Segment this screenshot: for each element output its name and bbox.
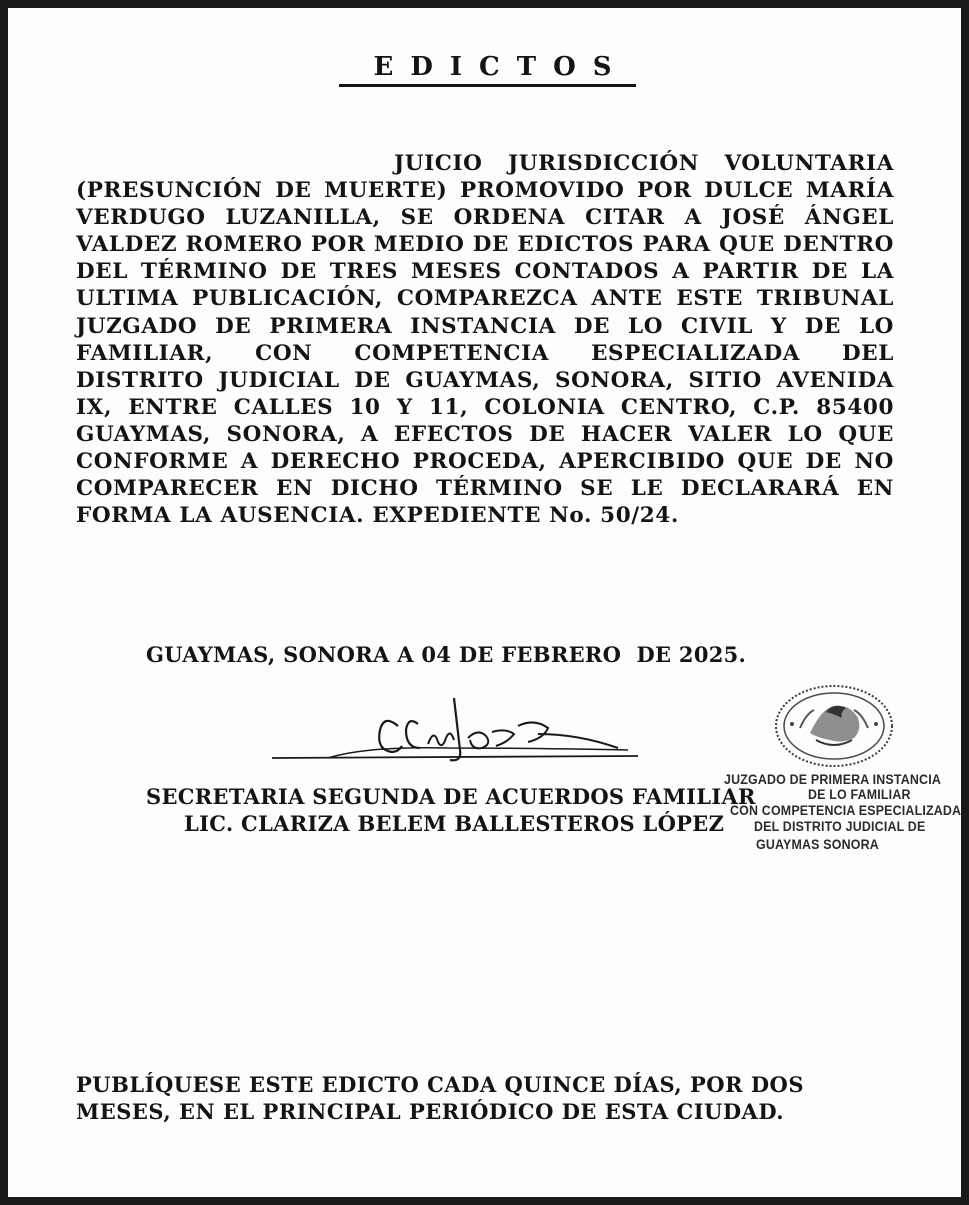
court-seal-icon [770,678,898,774]
stamp-line: GUAYMAS SONORA [756,837,879,852]
publication-instruction-line: PUBLÍQUESE ESTE EDICTO CADA QUINCE DÍAS, POR DOS [76,1072,805,1097]
handwritten-signature [268,686,648,786]
stamp-line: JUZGADO DE PRIMERA INSTANCIA [724,772,941,787]
title-underline [339,84,636,87]
stamp-line: DE LO FAMILIAR [808,787,911,802]
document-title: EDICTOS [373,52,629,82]
signatory-name: LIC. CLARIZA BELEM BALLESTEROS LÓPEZ [184,811,725,836]
signatory-role: SECRETARIA SEGUNDA DE ACUERDOS FAMILIAR [146,784,756,809]
stamp-line: CON COMPETENCIA ESPECIALIZADA [730,803,962,818]
publication-instruction-line: MESES, EN EL PRINCIPAL PERIÓDICO DE ESTA CIUDAD. [76,1099,785,1124]
edict-body: JUICIO JURISDICCIÓN VOLUNTARIA (PRESUNCIÓN DE MUERTE) PROMOVIDO POR DULCE MARÍA VERDUGO LUZANILLA, SE ORDENA CITAR A JOSÉ ÁNGEL VALDEZ ROMERO POR MEDIO DE EDICTOS PARA QUE DENTRO DEL TÉRMINO DE TRES MESES CONTADOS A PARTIR DE LA ULTIMA PUBLICACIÓN, COMPAREZCA ANTE ESTE TRIBUNAL JUZGADO DE PRIMERA INSTANCIA DE LO CIVIL Y DE LO FAMILIAR, CON COMPETENCIA ESPECIALIZADA DEL DISTRITO JUDICIAL DE GUAYMAS, SONORA, SITIO AVENIDA IX, ENTRE CALLES 10 Y 11, COLONIA CENTRO, C.P. 85400 GUAYMAS, SONORA, A EFECTOS DE HACER VALER LO QUE CONFORME A DERECHO PROCEDA, APERCIBIDO QUE DE NO COMPARECER EN DICHO TÉRMINO SE LE DECLARARÁ EN FORMA LA AUSENCIA. EXPEDIENTE No. 50/24. [76,151,894,529]
stamp-line: DEL DISTRITO JUDICIAL DE [754,819,926,834]
date-line: GUAYMAS, SONORA A 04 DE FEBRERO DE 2025. [146,642,747,667]
